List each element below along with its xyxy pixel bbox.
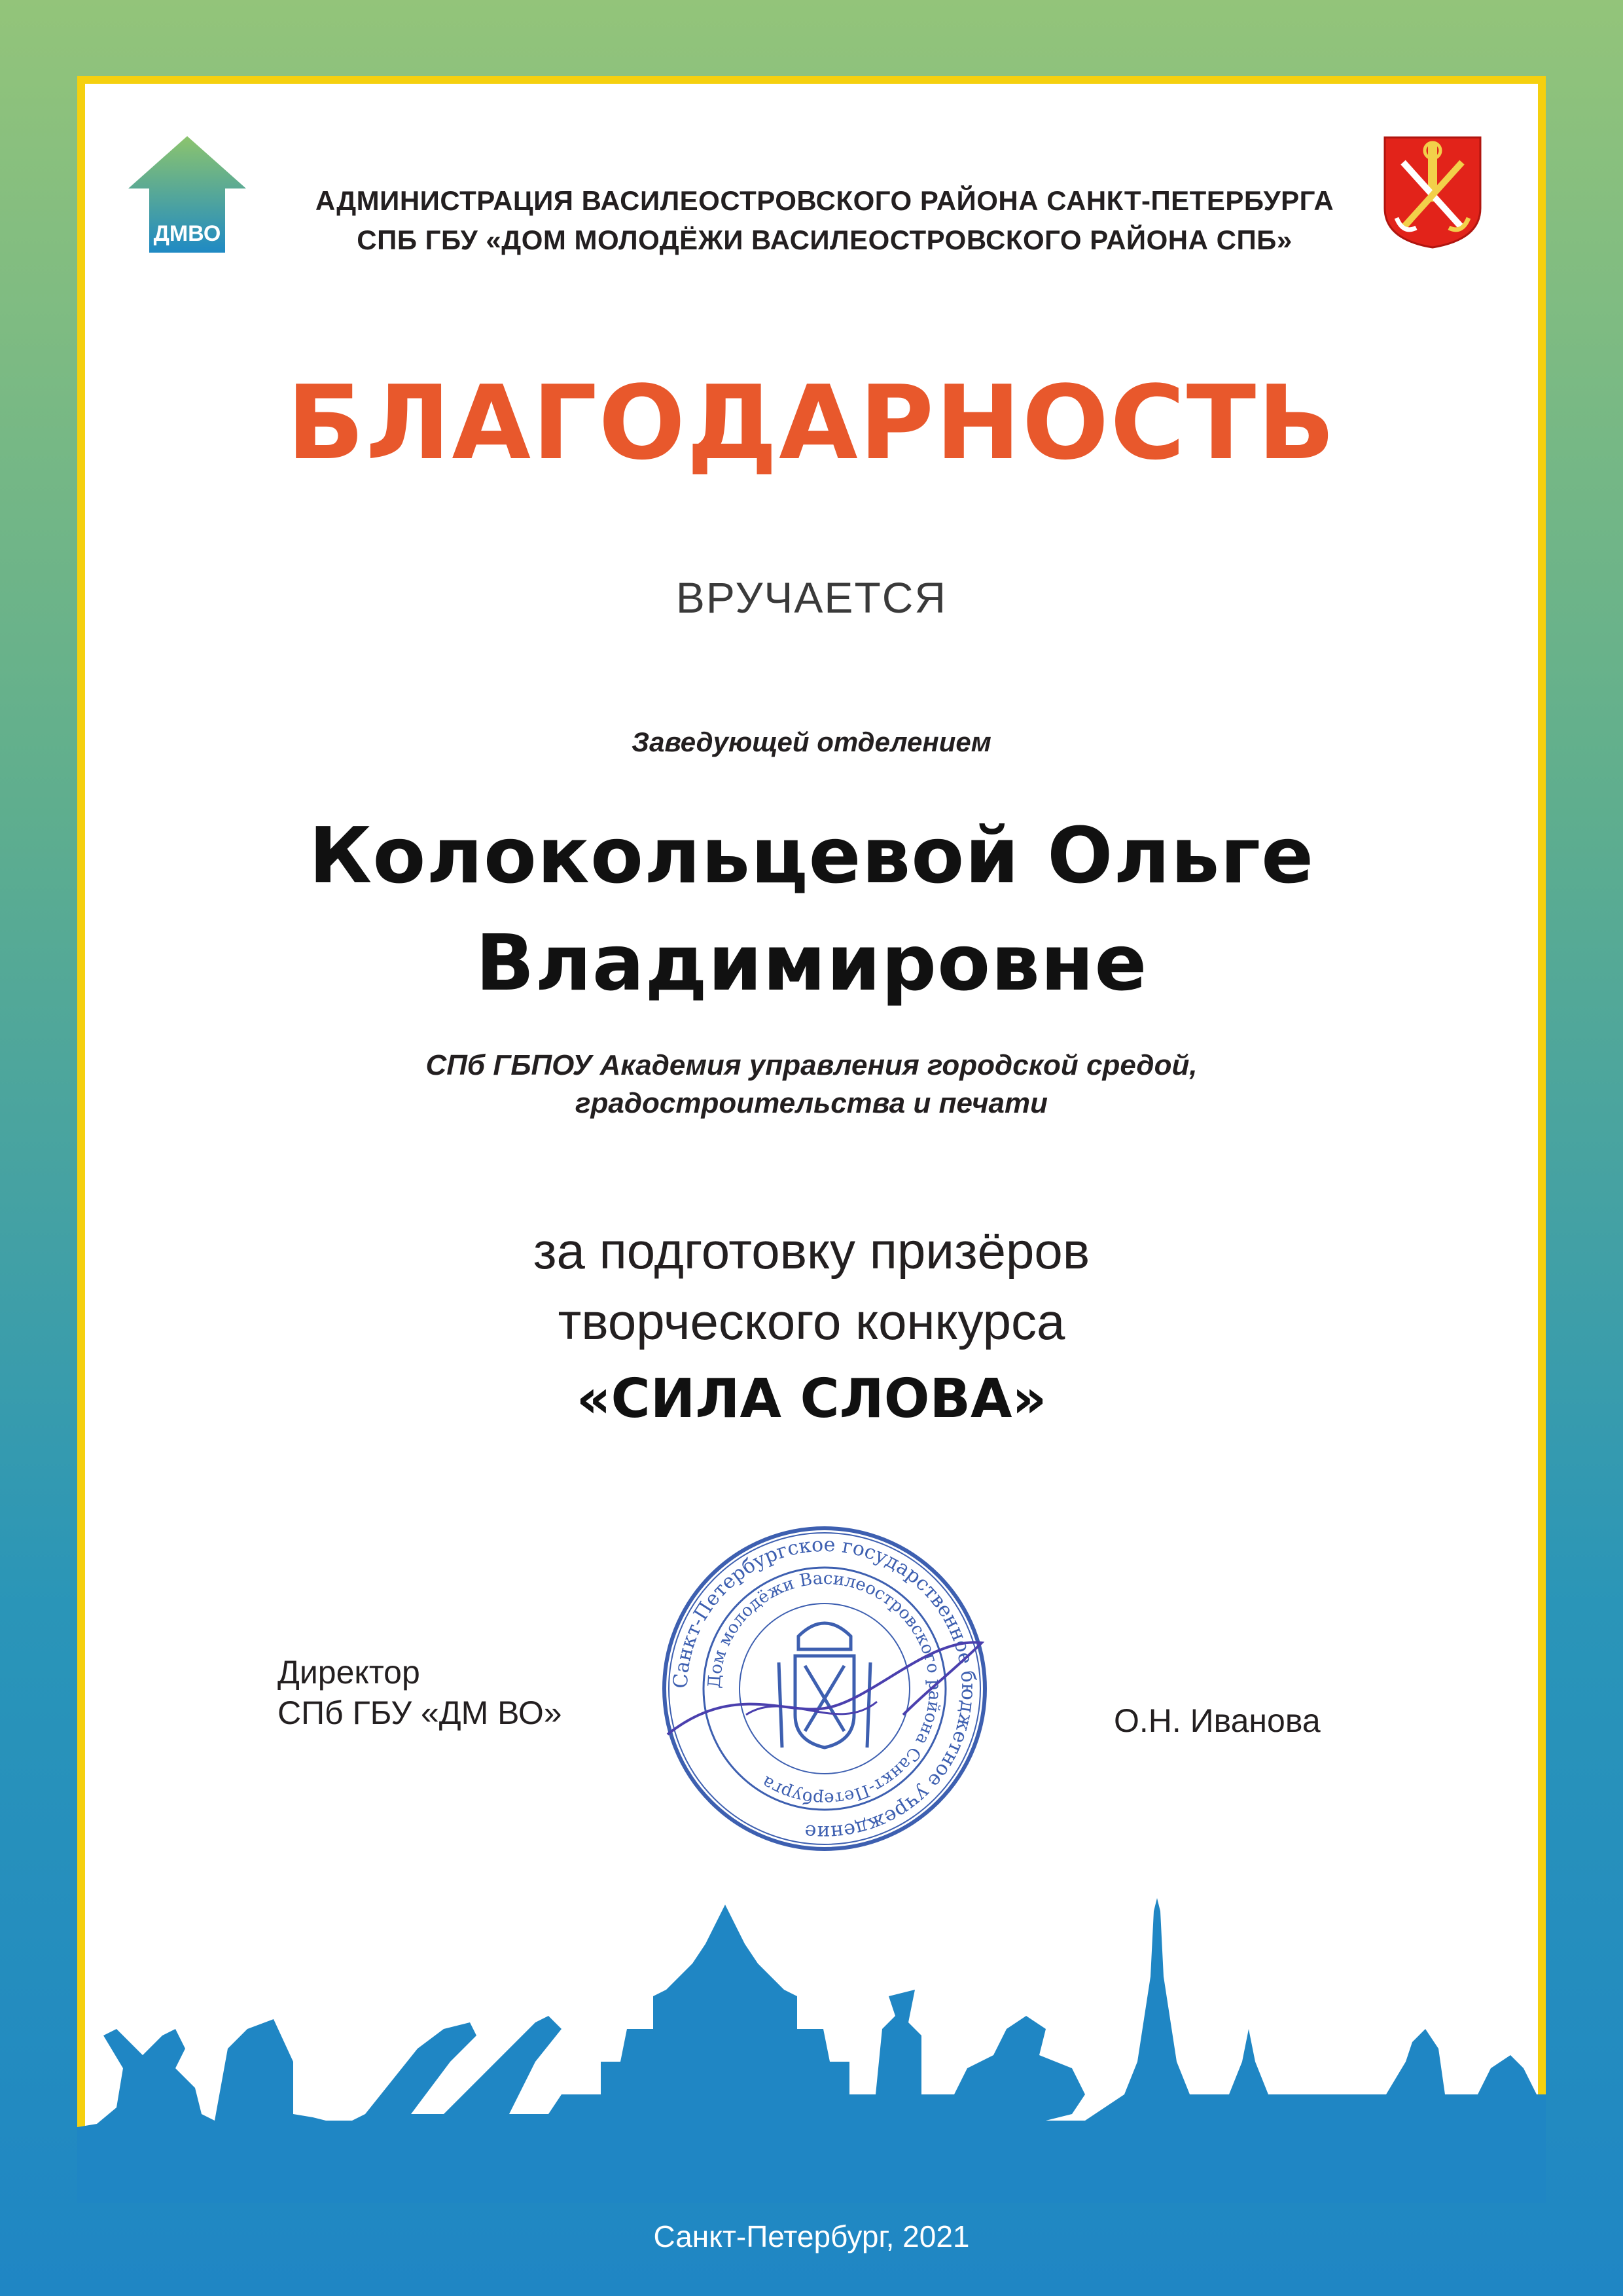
spb-coat-of-arms-icon xyxy=(1383,136,1482,249)
header-line-administration: АДМИНИСТРАЦИЯ ВАСИЛЕОСТРОВСКОГО РАЙОНА САНКТ-ПЕТЕРБУРГА xyxy=(315,185,1334,216)
stamp-inner-text: Дом молодёжи Василеостровского района Санкт-Петербурга xyxy=(704,1568,945,1809)
footer-place-year: Санкт-Петербург, 2021 xyxy=(653,2219,970,2253)
organization-line2: градостроительства и печати xyxy=(575,1087,1048,1119)
header-line-institution: СПБ ГБУ «ДОМ МОЛОДЁЖИ ВАСИЛЕОСТРОВСКОГО РАЙОНА СПБ» xyxy=(357,224,1293,255)
signer-title-line1: Директор xyxy=(277,1654,420,1691)
signer-name: О.Н. Иванова xyxy=(1114,1702,1321,1739)
recipient-name-line2: Владимировне xyxy=(475,918,1148,1008)
reason-line1: за подготовку призёров xyxy=(533,1222,1090,1280)
stamp-outer-text: Санкт-Петербургское государственное бюджетное учреждение xyxy=(669,1533,980,1844)
spb-skyline-illustration xyxy=(77,1898,1546,2203)
organization-line1: СПб ГБПОУ Академия управления городской средой, xyxy=(425,1049,1198,1081)
contest-name: «СИЛА СЛОВА» xyxy=(576,1368,1047,1430)
certificate-title: БЛАГОДАРНОСТЬ xyxy=(286,363,1337,482)
recipient-name-line1: Колокольцевой Ольге xyxy=(308,810,1315,901)
stamp-emblem-icon xyxy=(779,1623,870,1748)
recipient-position: Заведующей отделением xyxy=(632,726,991,757)
official-stamp xyxy=(654,1518,995,1859)
reason-line2: творческого конкурса xyxy=(558,1293,1065,1350)
presented-label: ВРУЧАЕТСЯ xyxy=(675,573,948,622)
dmvo-logo xyxy=(128,136,246,253)
logo-text: ДМВО xyxy=(153,221,221,246)
signer-title-line2: СПб ГБУ «ДМ ВО» xyxy=(277,1695,562,1731)
